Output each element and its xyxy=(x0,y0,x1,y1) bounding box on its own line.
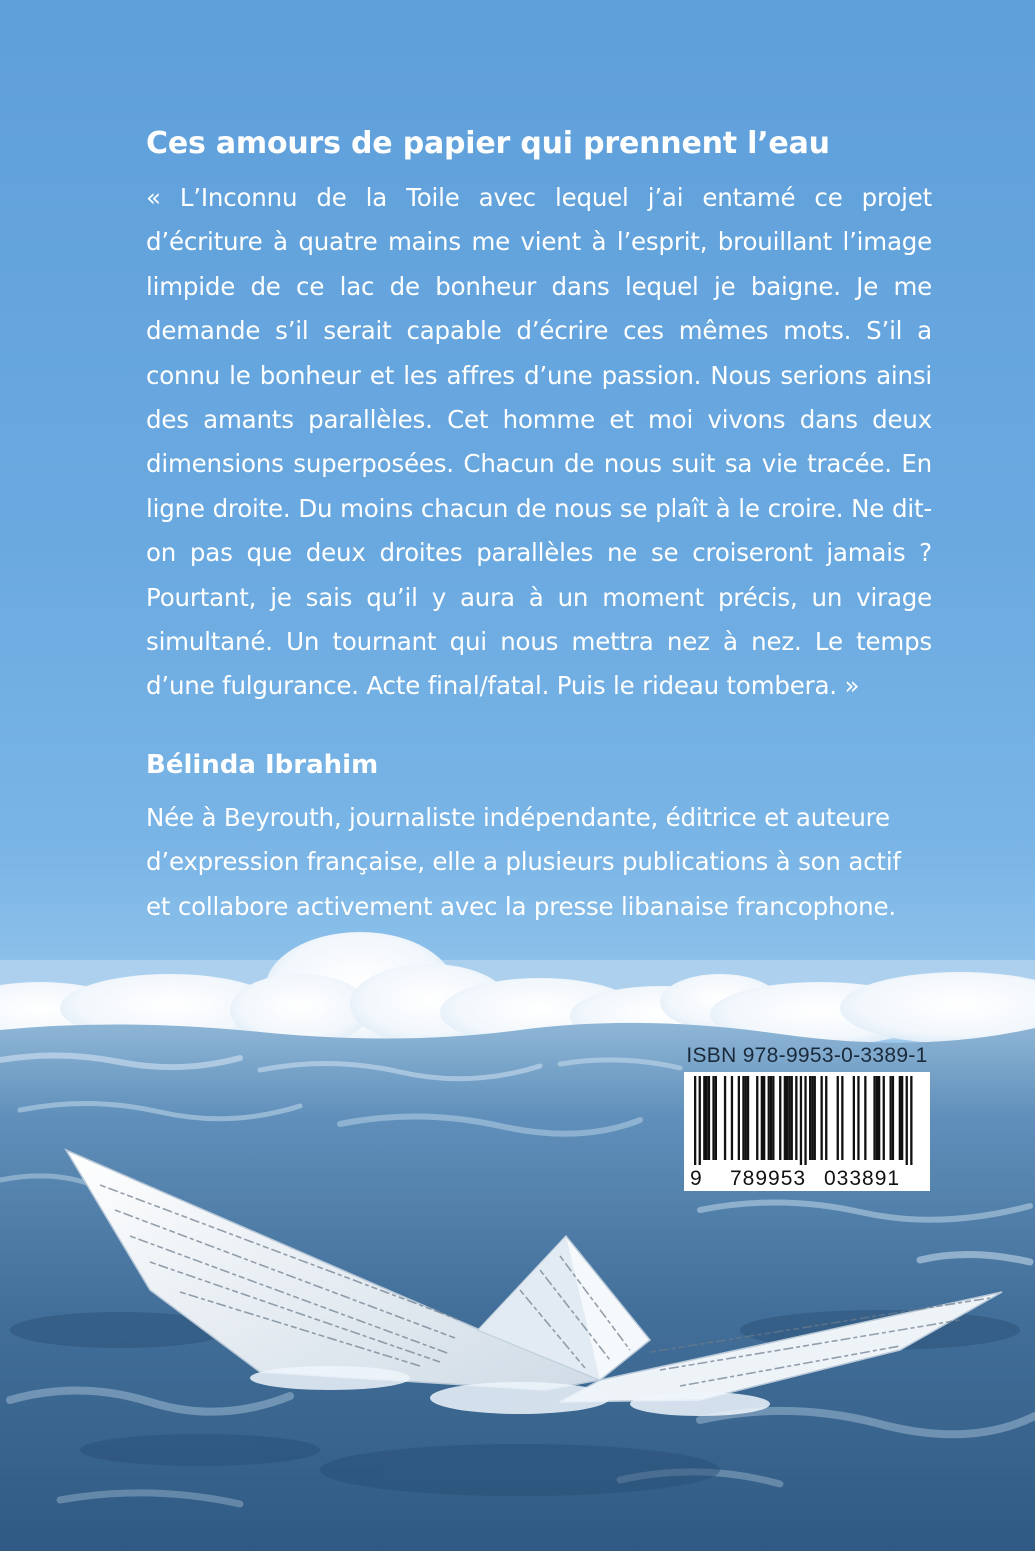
barcode-bar xyxy=(853,1076,855,1160)
ean-right-group: 033891 xyxy=(824,1167,901,1190)
barcode-bar xyxy=(761,1076,763,1160)
barcode-bar xyxy=(738,1076,740,1160)
barcode-bar xyxy=(901,1076,903,1160)
author-name: Bélinda Ibrahim xyxy=(146,750,379,780)
barcode-bar xyxy=(857,1076,859,1160)
barcode-bar xyxy=(795,1076,797,1160)
barcode-bar xyxy=(786,1076,788,1160)
barcode-bar xyxy=(763,1076,765,1160)
barcode-bar xyxy=(809,1076,811,1160)
ean-left-group: 789953 xyxy=(730,1167,807,1190)
barcode-bar xyxy=(715,1076,717,1160)
isbn-label: ISBN 978-9953-0-3389-1 xyxy=(686,1044,928,1067)
barcode-bar xyxy=(883,1076,885,1160)
barcode-bar xyxy=(910,1076,912,1168)
barcode-bar xyxy=(825,1076,827,1160)
barcode-bar xyxy=(791,1076,793,1160)
barcode-bar xyxy=(899,1076,901,1160)
barcode-bar xyxy=(756,1076,758,1160)
barcode-bar xyxy=(745,1076,747,1160)
barcode-bar xyxy=(890,1076,892,1160)
barcode-bar xyxy=(694,1076,696,1168)
barcode-bar xyxy=(706,1076,708,1160)
barcode-bar xyxy=(779,1076,781,1160)
barcode-bar xyxy=(768,1076,770,1160)
barcode-bar xyxy=(747,1076,749,1160)
barcode-bar xyxy=(841,1076,843,1160)
barcode-bar xyxy=(892,1076,894,1160)
barcode-bar xyxy=(784,1076,786,1160)
author-bio: Née à Beyrouth, journaliste indépendante, éditrice et auteure d’expression française, elle a plusieurs publications à son actif et collabore activement avec la presse libanaise francophone. xyxy=(146,803,901,921)
barcode-bar xyxy=(724,1076,726,1160)
barcode-bar xyxy=(699,1076,701,1168)
barcode-bar xyxy=(731,1076,733,1160)
barcode-bar xyxy=(811,1076,813,1160)
barcode-bars xyxy=(684,1072,930,1168)
barcode-bar xyxy=(742,1076,744,1160)
barcode-bar xyxy=(876,1076,878,1160)
synopsis-excerpt: « L’Inconnu de la Toile avec lequel j’ai entamé ce projet d’écriture à quatre mains me vient à l’esprit, brouillant l’image limpide de ce lac de bonheur dans lequel je baigne. Je me demande s’il serait capable d’écrire ces mêmes mots. S’il a connu le bonheur et les affres d’une passion. Nous serions ainsi des amants parallèles. Cet homme et moi vivons dans deux dimensions superposées. Chacun de nous suit sa vie tracée. En ligne droite. Du moins chacun de nous se plaît à le croire. Ne dit-on pas que deux droites parallèles ne se croiseront jamais ? Pourtant, je sais qu’il y aura à un moment précis, un virage simultané. Un tournant qui nous mettra nez à nez. Le temps d’une fulgurance. Acte final/fatal. Puis le rideau tombera. » xyxy=(146,183,932,701)
barcode-bar xyxy=(703,1076,705,1160)
barcode-bar xyxy=(804,1076,806,1168)
barcode-bar xyxy=(708,1076,710,1160)
barcode-bar xyxy=(837,1076,839,1160)
barcode-bar xyxy=(772,1076,774,1160)
ean-first-digit: 9 xyxy=(690,1167,703,1190)
barcode-bar xyxy=(873,1076,875,1160)
barcode-bar xyxy=(800,1076,802,1168)
barcode-bar xyxy=(712,1076,714,1160)
barcode-bar xyxy=(878,1076,880,1160)
ean-digits xyxy=(684,1165,930,1191)
barcode-bar xyxy=(788,1076,790,1160)
barcode-bar xyxy=(821,1076,823,1160)
barcode-bar xyxy=(906,1076,908,1168)
back-cover-heading: Ces amours de papier qui prennent l’eau xyxy=(146,126,830,161)
barcode-bar xyxy=(814,1076,816,1160)
barcode-bar xyxy=(770,1076,772,1160)
barcode-bar xyxy=(864,1076,866,1160)
